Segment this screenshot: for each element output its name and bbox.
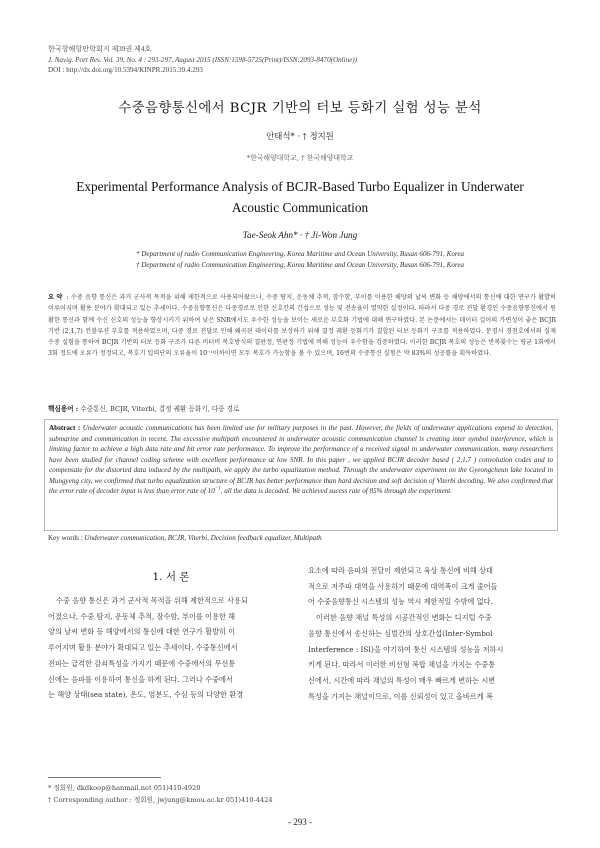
abstract-english-label: Abstract :	[49, 424, 81, 432]
body-line: 신에는 음파를 이용하여 통신을 하게 된다. 그러나 수중에서	[48, 674, 233, 684]
keywords-english	[48, 534, 556, 542]
body-column-left	[48, 593, 294, 703]
body-line: 적으로 저주파 대역을 사용하기 때문에 대역폭이 크게 줄어들	[308, 581, 498, 591]
keywords-korean-label: 핵심용어 :	[48, 405, 79, 413]
body-line: 특성을 가지는 채널이므로, 이를 신뢰성이 있고 올바르게 복	[308, 691, 493, 701]
body-line: 수중 음향 통신은 과거 군사적 목적을 위해 제한적으로 사용되	[56, 596, 248, 605]
abstract-korean	[48, 292, 556, 360]
abstract-english	[49, 423, 553, 497]
body-line: 어 수중음향통신 시스템의 성능 역시 제한적일 수밖에 없다.	[308, 597, 493, 607]
body-line: 양의 날씨 변화 등 해양에서의 통신에 대한 연구가 활발히 이	[48, 627, 236, 637]
footnotes	[48, 783, 448, 806]
abstract-english-box	[44, 419, 558, 531]
journal-name-ko: 한국항해항만학회지 제39권 제4호	[48, 45, 152, 53]
abstract-english-text-1: Underwater acoustic communications has been limited use for military purposes in the past. However, the fields of underwater applications expend to detection, submarine and communication in recent. The excessive multipath encountered in underwater acoustic communication channel is creating inter symbol interference, which is limiting factor to achieve a high data rate and bit error rate performance. To improve the performance of a received signal in underwater communication, many researchers have been studied for channel coding scheme with excellent performance at low SNR. In this paper , we applied BCJR decoder based ( 2,1,7 ) convolution codes and to compensate for the distorted data induced by the multipath, we apply the turbo equalization method. Through the underwater experiment on the Gyeongcheun lake located in Mungyeng city, we confirmed that turbo equalization structure of BCJR has better performance than hard decision and soft decision of Viterbi decoding. We also confirmed that the error rate of decoder input is less than error rate of 10	[49, 424, 553, 496]
body-line: 루어지며 활용 분야가 확대되고 있는 추세이다. 수중통신에서	[48, 643, 238, 653]
body-column-right	[308, 563, 557, 704]
journal-citation: J. Navig. Port Res. Vol. 39, No. 4 : 293-297, August 2015 (ISSN:1598-5725(Print)/ISSN:2093-8470(Online))	[48, 55, 358, 64]
body-line: 이러한 음향 채널 특성의 시공간적인 변화는 디지털 수중	[316, 613, 492, 623]
body-line: 키게 된다. 따라서 이러한 비선형 복합 채널을 가지는 수중통	[308, 660, 496, 670]
affiliation-english-2: † Department of radio Communication Engineering, Korea Maritime and Ocean University, Busan 606-791, Korea	[135, 260, 465, 269]
keywords-english-text: Underwater communication, BCJR, Viterbi, Decision feedback equalizer, Multipath	[84, 534, 322, 542]
body-line: 어졌으나, 수중 탐지, 운동체 추적, 잠수함, 부이를 이용한 해	[48, 611, 236, 621]
body-line: 음향 통신에서 송신하는 심벌간의 상호간섭(Inter-Symbol	[308, 628, 493, 638]
body-line: 요소에 따라 음파의 전달이 제한되고 육상 통신에 비해 상대	[308, 566, 493, 575]
footnote-divider	[48, 777, 161, 778]
title-english	[46, 176, 554, 218]
journal-doi: DOI : http://dx.doi.org/10.5394/KINPR.2015.39.4.293	[48, 66, 203, 75]
keywords-korean	[48, 403, 556, 413]
journal-header	[48, 44, 558, 76]
abstract-korean-text: : 수중 음향 통신은 과거 군사적 목적을 위해 제한적으로 사용되어왔으나, 수중 탐지, 운동체 추적, 잠수함, 부이를 이용한 해양의 날씨 변화 등 해양에서의 통신에 대한 연구가 활발히 이루어지며 활용 분야가 확대되고 있는 추세이다. 수중음향통신은 다중경로로 인한 신호간의 간섭으로 성능 및 전송율이 열악한 실정이다. 따라서 다중 경로 전달 환경인 수중음향통신에서 원활한 통신과 함께 수신 신호의 성능을 향상시키기 위하여 낮은 SNR에서도 우수한 성능을 보이는 새로운 부호화 기법에 대해 연구하였다. 본 논문에서는 데이터 길이의 가변성이 좋은 BCJR기반 (2,1,7) 컨볼루션 부호를 적용하였으며, 다중 경로 전달로 인해 왜곡된 데이터를 보상하기 위해 결정 궤환 등화기가 결합된 터보 등화기 구조를 적용하였다. 문경시 경천호에서의 실제 수중 실험을 통하여 BCJR 기반의 터보 등화 구조가 다른 비터비 복호방식의 결판정, 연판정 기법에 비해 성능이 우수함을 검증하였다. 이러한 BCJR 복호의 성능은 반복횟수는 평균 1회에서 3회 정도에 오류가 정정되고, 복호기 입력단의 오류율이 10⁻¹이하이면 모두 복호가 가능함을 볼 수 있으며, 16번의 수중통신 실험은 약 83%의 성공률을 획득하였다.	[48, 294, 557, 358]
body-line: 전파는 급격한 감쇠특성을 가지기 때문에 수중에서의 무선통	[48, 658, 236, 668]
footnote-1: * 정회원, dkdkoop@hanmail.net 051)410-4920	[48, 784, 201, 792]
body-line: Interference : ISI)을 야기하여 통신 시스템의 성능을 저하시	[308, 644, 504, 654]
affiliations-english	[60, 249, 540, 271]
footnote-2: † Corresponding author : 정회원, jwjung@kmou.ac.kr 051)410-4424	[48, 795, 273, 804]
abstract-korean-label: 요 약	[48, 294, 63, 301]
page-number: - 293 -	[288, 817, 312, 827]
body-line: 는 해양 상태(sea state), 온도, 염분도, 수심 등의 다양한 환경	[48, 690, 244, 700]
section-heading-introduction: 1. 서 론	[152, 571, 190, 583]
authors-english: Tae-Seok Ahn* · † Ji-Won Jung	[242, 230, 358, 240]
keywords-korean-text: 수중통신, BCJR, Viterbi, 결정 궤환 등화기, 다중 경로	[80, 405, 240, 413]
abstract-english-text-2: , all the data is decoded. We achieved sucess rate of 85% through the experiment.	[220, 487, 453, 496]
authors-korean: 안태석* · † 정지원	[266, 131, 334, 141]
affiliations-korean: *한국해양대학교, † 한국해양대학교	[246, 154, 354, 162]
abstract-english-exponent: −1	[214, 486, 221, 492]
keywords-english-label: Key words :	[48, 534, 83, 542]
title-english-line2: Acoustic Communication	[231, 200, 369, 215]
affiliation-english-1: * Department of radio Communication Engineering, Korea Maritime and Ocean University, Busan 606-791, Korea	[135, 250, 465, 258]
title-korean: 수중음향통신에서 BCJR 기반의 터보 등화기 실험 성능 분석	[118, 101, 482, 116]
title-english-line1: Experimental Performance Analysis of BCJR-Based Turbo Equalizer in Underwater	[76, 179, 524, 194]
body-line: 신에서, 시간에 따라 채널의 특성이 매우 빠르게 변하는 시변	[308, 675, 496, 685]
